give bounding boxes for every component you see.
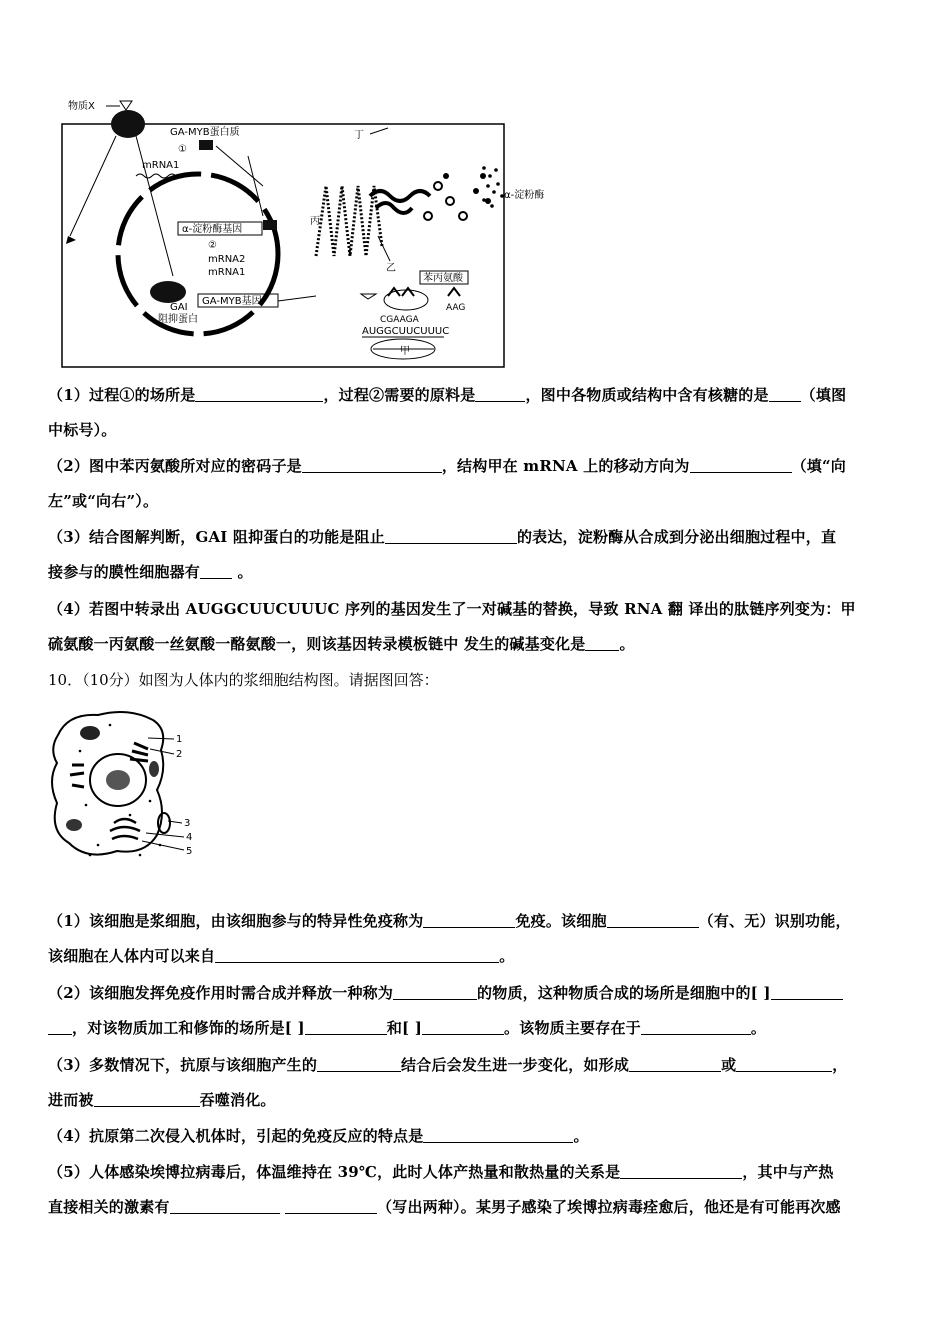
q10-p4-text-b: 。 bbox=[573, 1127, 589, 1145]
label-step-1: ① bbox=[178, 144, 187, 155]
q10-p3-text-d: ， bbox=[832, 1056, 848, 1074]
label-ding: 丁 bbox=[354, 130, 364, 141]
label-jia: 甲 bbox=[400, 346, 410, 357]
question-10-part-5 bbox=[48, 1155, 906, 1225]
label-mrna1: mRNA1 bbox=[142, 160, 180, 171]
answer-blank[interactable] bbox=[393, 983, 477, 1000]
answer-blank[interactable] bbox=[423, 911, 515, 928]
label-amylase-gene: α-淀粉酶基因 bbox=[182, 224, 243, 235]
answer-blank[interactable] bbox=[771, 983, 843, 1000]
question-10-part-3 bbox=[48, 1048, 906, 1118]
receptor-shape bbox=[111, 110, 145, 138]
label-mrna1b: mRNA1 bbox=[208, 267, 246, 278]
label-gai: GAI bbox=[170, 302, 188, 313]
q10-p3-text-f: 吞噬消化。 bbox=[199, 1091, 276, 1109]
q10-p1-text-e: 。 bbox=[499, 947, 515, 965]
cell-label-1: 1 bbox=[176, 734, 183, 745]
label-anticodon-2: AAG bbox=[446, 303, 466, 313]
q9-p2-text-a: （2）图中苯丙氨酸所对应的密码子是 bbox=[48, 457, 302, 475]
q9-p4-text-a: （4）若图中转录出 AUGGCUUCUUUC 序列的基因发生了一对碱基的替换，导致 RNA 翻 译出的肽链序列变为：甲 bbox=[48, 600, 856, 618]
answer-blank[interactable] bbox=[317, 1055, 401, 1072]
q10-p2-text-d: 和[ ] bbox=[386, 1019, 423, 1037]
q10-p1-text-a: （1）该细胞是浆细胞，由该细胞参与的特异性免疫称为 bbox=[48, 912, 424, 930]
ga-myb-protein-shape bbox=[199, 140, 213, 150]
answer-blank[interactable] bbox=[422, 1018, 504, 1035]
question-9-part-1 bbox=[48, 378, 906, 448]
answer-blank[interactable] bbox=[629, 1055, 721, 1072]
question-9-part-3 bbox=[48, 520, 906, 590]
answer-blank[interactable] bbox=[195, 385, 323, 402]
question-9-part-4 bbox=[48, 592, 906, 662]
answer-blank[interactable] bbox=[302, 456, 442, 473]
q10-p1-text-d: 该细胞在人体内可以来自 bbox=[48, 947, 216, 965]
answer-blank[interactable] bbox=[385, 527, 517, 544]
answer-blank[interactable] bbox=[607, 911, 699, 928]
q9-p3-text-d: 。 bbox=[232, 563, 253, 581]
cell-label-2: 2 bbox=[176, 749, 183, 760]
q9-p1-text-a: （1）过程①的场所是 bbox=[48, 386, 196, 404]
q9-p2-text-b: ，结构甲在 mRNA 上的移动方向为 bbox=[441, 457, 690, 475]
q9-p3-text-b: 的表达，淀粉酶从合成到分泌出细胞过程中，直 bbox=[516, 528, 837, 546]
q10-p5-text-c: 直接相关的激素有 bbox=[48, 1198, 170, 1216]
answer-blank[interactable] bbox=[736, 1055, 832, 1072]
answer-blank[interactable] bbox=[170, 1197, 280, 1214]
label-anticodon-1: CGAAGA bbox=[380, 315, 419, 325]
label-yi: 乙 bbox=[386, 263, 396, 274]
label-mrna-seq: AUGGCUUCUUUC bbox=[362, 326, 450, 337]
question-10-title: 10．（10分）如图为人体内的浆细胞结构图。请据图回答： bbox=[48, 671, 439, 689]
q10-p4-text-a: （4）抗原第二次侵入机体时，引起的免疫反应的特点是 bbox=[48, 1127, 424, 1145]
q10-p5-text-b: ，其中与产热 bbox=[742, 1163, 834, 1181]
q9-p1-text-b: ，过程②需要的原料是 bbox=[323, 386, 476, 404]
nucleus-envelope bbox=[118, 174, 278, 334]
label-mrna2: mRNA2 bbox=[208, 254, 246, 265]
q10-p2-text-c: ，对该物质加工和修饰的场所是[ ] bbox=[72, 1019, 305, 1037]
q9-p2-text-d: 左”或“向右”）。 bbox=[48, 492, 159, 510]
gai-repressor-shape bbox=[150, 281, 186, 303]
plasma-cell-diagram bbox=[50, 705, 200, 880]
cell-label-3: 3 bbox=[184, 818, 191, 829]
q10-p2-text-b: 的物质，这种物质合成的场所是细胞中的[ ] bbox=[477, 984, 771, 1002]
question-10-part-1 bbox=[48, 904, 906, 974]
q9-p3-text-a: （3）结合图解判断，GAI 阻抑蛋白的功能是阻止 bbox=[48, 528, 385, 546]
answer-blank[interactable] bbox=[285, 1197, 377, 1214]
q10-p3-text-a: （3）多数情况下，抗原与该细胞产生的 bbox=[48, 1056, 318, 1074]
label-amylase: α-淀粉酶 bbox=[504, 190, 545, 201]
q9-p4-text-c: 。 bbox=[619, 635, 635, 653]
question-10-part-2 bbox=[48, 976, 906, 1046]
gene-expression-diagram bbox=[58, 96, 558, 371]
q10-p1-text-c: （有、无）识别功能， bbox=[698, 912, 851, 930]
q10-p3-text-b: 结合后会发生进一步变化，如形成 bbox=[401, 1056, 630, 1074]
answer-blank[interactable] bbox=[94, 1090, 200, 1107]
q9-p3-text-c: 接参与的膜性细胞器有 bbox=[48, 563, 201, 581]
q10-p2-text-f: 。 bbox=[750, 1019, 767, 1037]
q10-p2-text-a: （2）该细胞发挥免疫作用时需合成并释放一种称为 bbox=[48, 984, 394, 1002]
answer-blank[interactable] bbox=[769, 385, 801, 402]
q10-p2-text-e: 。该物质主要存在于 bbox=[504, 1019, 641, 1037]
answer-blank[interactable] bbox=[215, 946, 499, 963]
label-gai-protein: 阻抑蛋白 bbox=[158, 314, 198, 325]
label-ga-myb-gene: GA-MYB基因 bbox=[202, 296, 262, 307]
q9-p1-text-c: ，图中各物质或结构中含有核糖的是 bbox=[525, 386, 769, 404]
answer-blank[interactable] bbox=[641, 1018, 751, 1035]
q10-p5-text-a: （5）人体感染埃博拉病毒后，体温维持在 39℃，此时人体产热量和散热量的关系是 bbox=[48, 1163, 621, 1181]
label-substance-x: 物质X bbox=[68, 101, 95, 112]
label-ga-myb-protein: GA-MYB蛋白质 bbox=[170, 127, 240, 138]
answer-blank[interactable] bbox=[48, 1018, 72, 1035]
answer-blank[interactable] bbox=[620, 1162, 742, 1179]
label-step-2: ② bbox=[208, 240, 217, 251]
answer-blank[interactable] bbox=[423, 1126, 573, 1143]
q10-p1-text-b: 免疫。该细胞 bbox=[515, 912, 607, 930]
answer-blank[interactable] bbox=[305, 1018, 387, 1035]
q10-p3-text-e: 进而被 bbox=[48, 1091, 94, 1109]
answer-blank[interactable] bbox=[200, 562, 232, 579]
label-phe: 苯丙氨酸 bbox=[423, 273, 463, 284]
answer-blank[interactable] bbox=[585, 634, 619, 651]
cell-label-5: 5 bbox=[186, 846, 193, 857]
cell-label-4: 4 bbox=[186, 832, 193, 843]
question-9-part-2 bbox=[48, 449, 906, 519]
label-bing: 丙 bbox=[310, 216, 320, 227]
q9-p1-text-d: （填图 bbox=[800, 386, 847, 404]
answer-blank[interactable] bbox=[475, 385, 525, 402]
q10-p3-text-c: 或 bbox=[721, 1056, 737, 1074]
question-10-part-4 bbox=[48, 1119, 906, 1154]
q9-p1-text-e: 中标号）。 bbox=[48, 421, 117, 439]
answer-blank[interactable] bbox=[690, 456, 792, 473]
q9-p4-text-b: 硫氨酸一丙氨酸一丝氨酸一酪氨酸一，则该基因转录模板链中 发生的碱基变化是 bbox=[48, 635, 586, 653]
q9-p2-text-c: （填“向 bbox=[791, 457, 847, 475]
q10-p5-text-d: （写出两种）。某男子感染了埃博拉病毒痊愈后，他还是有可能再次感 bbox=[377, 1198, 841, 1216]
